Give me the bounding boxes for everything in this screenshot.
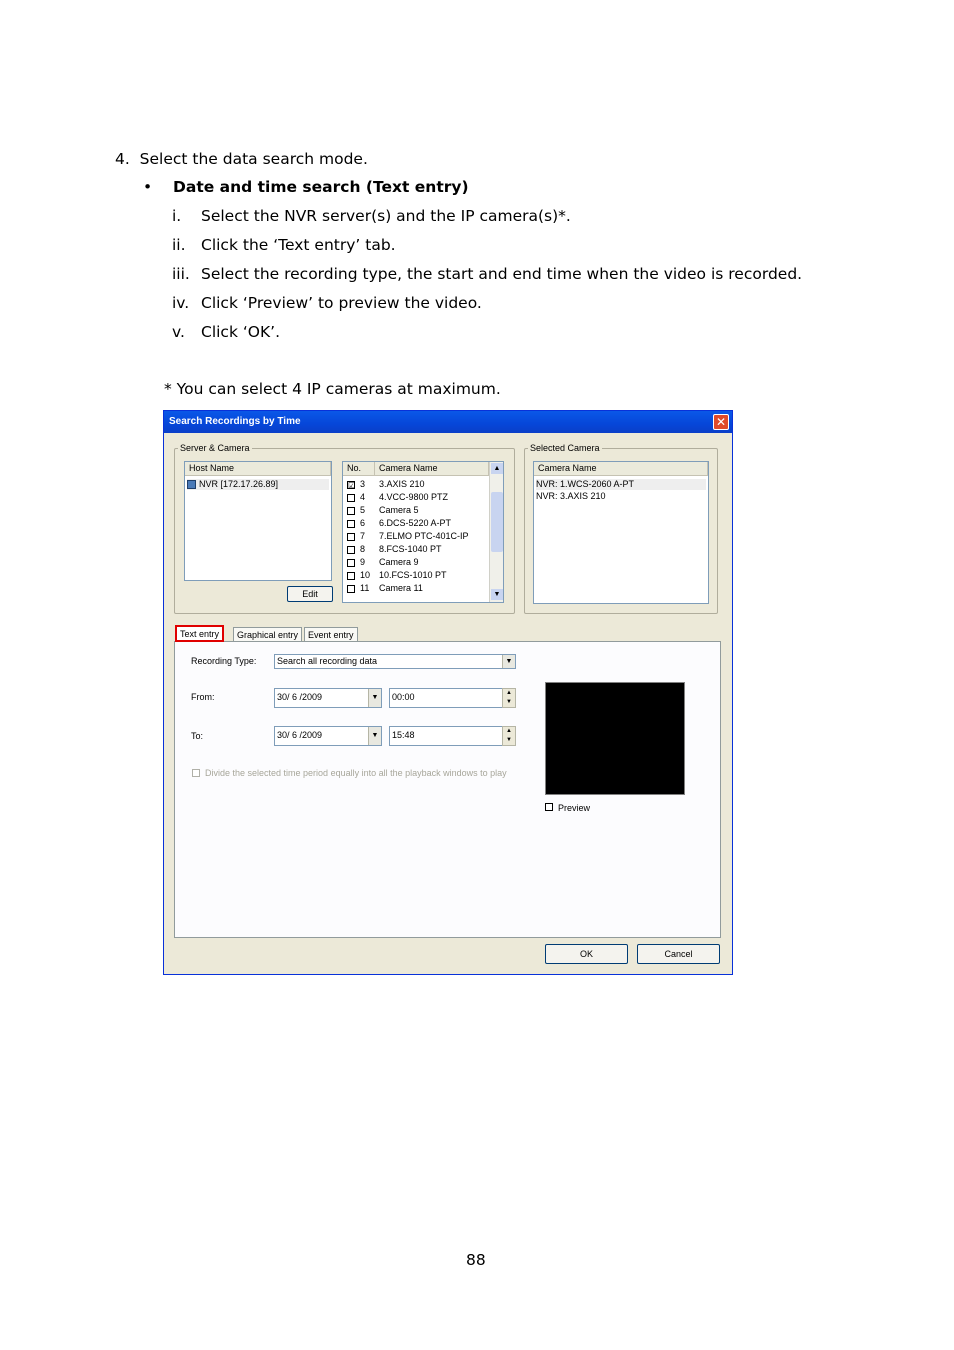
camera-checkbox[interactable]	[347, 572, 355, 580]
server-camera-label: Server & Camera	[180, 443, 250, 453]
tab-event-entry[interactable]: Event entry	[304, 627, 358, 641]
calendar-dropdown-icon[interactable]: ▼	[368, 727, 381, 745]
camera-name-header[interactable]: Camera Name	[375, 462, 489, 476]
scroll-up-icon[interactable]: ▲	[491, 463, 503, 474]
preview-label: Preview	[558, 803, 591, 813]
camera-no: 9	[360, 557, 366, 567]
to-date-value: 30/ 6 /2009	[277, 730, 323, 740]
scroll-thumb[interactable]	[491, 492, 503, 552]
from-time-spinner[interactable]	[502, 688, 516, 708]
camera-name: Camera 5	[379, 505, 419, 515]
substep-num: iii.	[172, 265, 190, 283]
camera-checkbox[interactable]	[347, 507, 355, 515]
selected-camera-header[interactable]: Camera Name	[534, 462, 708, 476]
camera-checkbox[interactable]	[347, 494, 355, 502]
camera-list[interactable]	[342, 461, 504, 603]
substep-text: Select the recording type, the start and end time when the video is recorded.	[201, 265, 803, 283]
camera-name: 7.ELMO PTC-401C-IP	[379, 531, 469, 541]
step-4-text: 4. Select the data search mode.	[115, 150, 368, 168]
host-item[interactable]	[187, 479, 329, 490]
bullet-heading: Date and time search (Text entry)	[173, 178, 469, 196]
preview-window	[545, 682, 685, 795]
camera-name: 10.FCS-1010 PT	[379, 570, 447, 580]
camera-checkbox[interactable]	[347, 533, 355, 541]
footnote: * You can select 4 IP cameras at maximum.	[164, 380, 501, 398]
spin-down-icon[interactable]: ▼	[506, 737, 512, 743]
no-header[interactable]: No.	[343, 462, 375, 476]
substep-text: Click the ‘Text entry’ tab.	[201, 236, 396, 254]
dialog-title: Search Recordings by Time	[169, 416, 301, 427]
to-time-spinner[interactable]	[502, 726, 516, 746]
camera-no: 3	[360, 479, 366, 489]
camera-no: 7	[360, 531, 366, 541]
selected-camera-list[interactable]	[533, 461, 709, 604]
camera-no: 10	[360, 570, 371, 580]
selected-camera-label: Selected Camera	[530, 443, 600, 453]
edit-button[interactable]: Edit	[287, 586, 333, 602]
spin-down-icon[interactable]: ▼	[506, 699, 512, 705]
tab-text-entry[interactable]: Text entry	[175, 625, 224, 642]
title-bar[interactable]	[164, 411, 732, 433]
camera-checkbox[interactable]: ☑	[348, 481, 356, 490]
to-date-picker[interactable]	[274, 726, 382, 746]
spin-up-icon[interactable]: ▲	[506, 728, 512, 734]
host-item-label: NVR [172.17.26.89]	[199, 479, 279, 489]
camera-name: 3.AXIS 210	[379, 479, 425, 489]
substep-num: v.	[172, 323, 185, 341]
camera-name: 8.FCS-1040 PT	[379, 544, 442, 554]
camera-no: 4	[360, 492, 366, 502]
camera-name: Camera 9	[379, 557, 419, 567]
camera-no: 8	[360, 544, 366, 554]
recording-type-select[interactable]	[274, 654, 516, 669]
substep-text: Select the NVR server(s) and the IP camera(s)*.	[201, 207, 571, 225]
recording-type-label: Recording Type:	[191, 656, 257, 666]
page-number: 88	[466, 1251, 486, 1269]
host-name-header[interactable]: Host Name	[185, 462, 331, 476]
divide-checkbox[interactable]	[192, 769, 200, 777]
ok-button[interactable]: OK	[545, 944, 628, 964]
camera-checkbox[interactable]	[347, 559, 355, 567]
camera-list-scrollbar[interactable]	[489, 462, 504, 602]
from-time-field[interactable]: 00:00	[389, 688, 503, 708]
divide-label: Divide the selected time period equally into all the playback windows to play	[205, 768, 507, 778]
search-recordings-dialog	[163, 410, 733, 975]
from-date-value: 30/ 6 /2009	[277, 692, 323, 702]
substep-num: iv.	[172, 294, 190, 312]
spin-up-icon[interactable]: ▲	[506, 690, 512, 696]
to-time-field[interactable]: 15:48	[389, 726, 503, 746]
camera-checkbox[interactable]	[347, 585, 355, 593]
host-list[interactable]	[184, 461, 332, 581]
camera-no: 6	[360, 518, 366, 528]
selected-camera-item[interactable]: NVR: 3.AXIS 210	[536, 491, 606, 501]
from-date-picker[interactable]	[274, 688, 382, 708]
chevron-down-icon[interactable]: ▼	[502, 655, 515, 668]
from-label: From:	[191, 692, 215, 702]
camera-checkbox[interactable]	[347, 520, 355, 528]
substep-num: ii.	[172, 236, 186, 254]
camera-no: 11	[360, 583, 370, 593]
recording-type-value: Search all recording data	[277, 656, 378, 666]
camera-name: Camera 11	[379, 583, 423, 593]
bullet-glyph: •	[143, 178, 153, 196]
tab-graphical-entry[interactable]: Graphical entry	[233, 627, 302, 641]
to-label: To:	[191, 731, 204, 741]
camera-name: 6.DCS-5220 A-PT	[379, 518, 452, 528]
camera-name: 4.VCC-9800 PTZ	[379, 492, 449, 502]
scroll-down-icon[interactable]: ▼	[491, 589, 503, 600]
camera-checkbox[interactable]	[347, 546, 355, 554]
close-button[interactable]: ✕	[713, 414, 729, 430]
substep-text: Click ‘Preview’ to preview the video.	[201, 294, 482, 312]
camera-no: 5	[360, 505, 366, 515]
computer-icon	[187, 480, 196, 489]
substep-text: Click ‘OK’.	[201, 323, 281, 341]
calendar-dropdown-icon[interactable]: ▼	[368, 689, 381, 707]
selected-camera-item[interactable]: NVR: 1.WCS-2060 A-PT	[536, 479, 706, 490]
substep-num: i.	[172, 207, 182, 225]
preview-checkbox[interactable]	[545, 803, 553, 811]
cancel-button[interactable]: Cancel	[637, 944, 720, 964]
